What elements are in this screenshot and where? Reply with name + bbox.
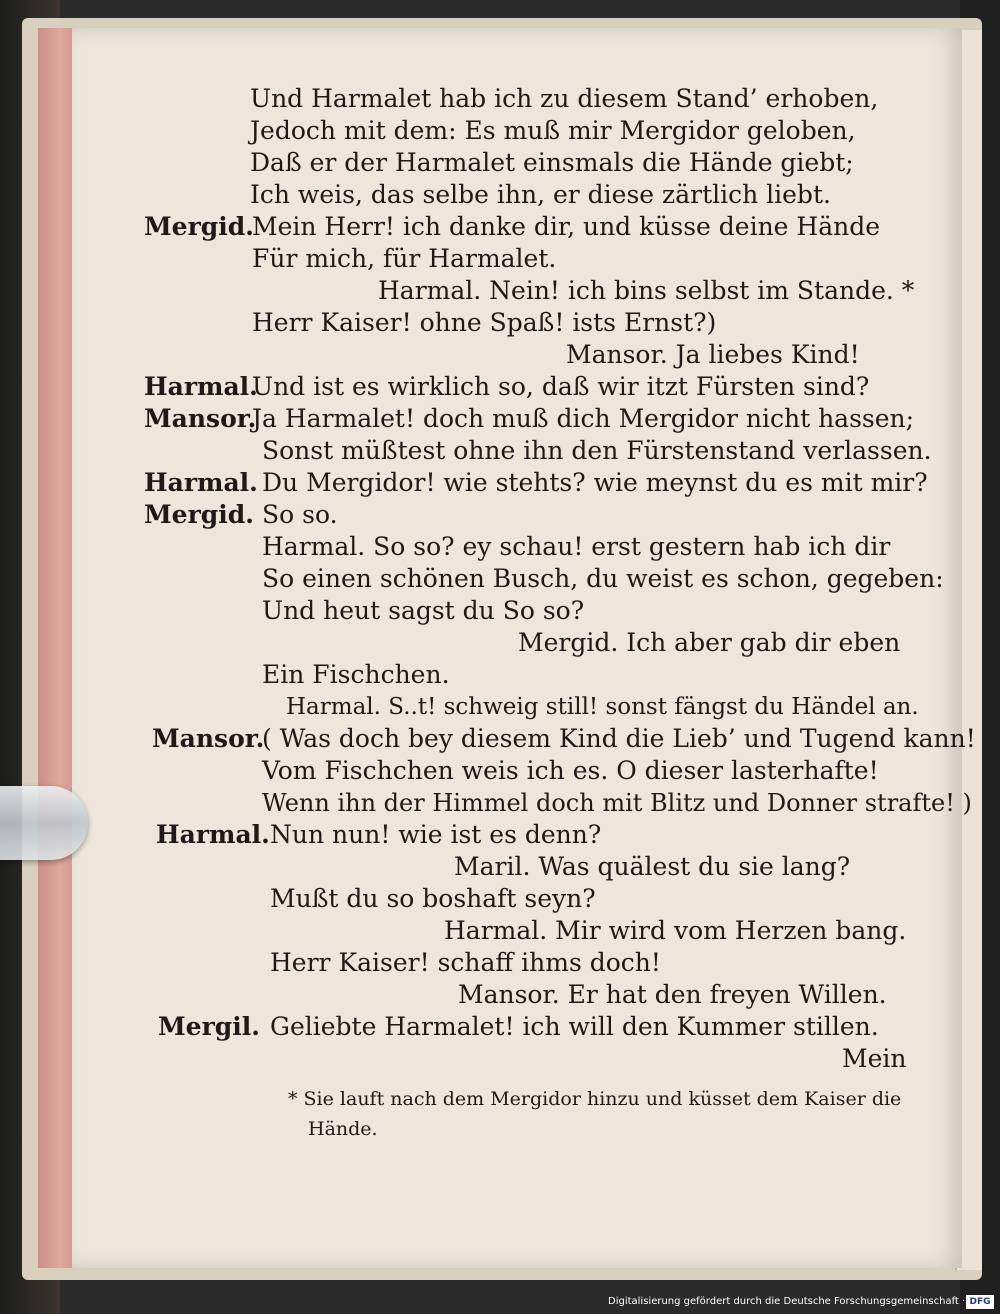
verse-line: Sonst müßtest ohne ihn den Fürstenstand verlassen. — [262, 436, 932, 465]
speaker-label: Mergid. — [144, 500, 254, 529]
verse-line: Wenn ihn der Himmel doch mit Blitz und Donner strafte! ) — [262, 789, 972, 817]
catchword: Mein — [842, 1044, 907, 1073]
page-edges — [38, 28, 74, 1268]
book-page — [72, 28, 976, 1268]
verse-line: Nun nun! wie ist es denn? — [270, 820, 602, 849]
verse-line: Und ist es wirklich so, daß wir itzt Fürsten sind? — [252, 372, 870, 401]
verse-line: Herr Kaiser! schaff ihms doch! — [270, 948, 661, 977]
speaker-label: Mansor. — [144, 404, 257, 433]
speaker-label: Harmal. — [156, 820, 270, 849]
verse-line: Mansor. Er hat den freyen Willen. — [458, 980, 887, 1009]
verse-line: Maril. Was quälest du sie lang? — [454, 852, 851, 881]
digitization-credit: Digitalisierung gefördert durch die Deutsche Forschungsgemeinschaft · — [608, 1296, 966, 1307]
verse-line: Mergid. Ich aber gab dir eben — [518, 628, 901, 657]
verse-line: Harmal. S..t! schweig still! sonst fängst du Händel an. — [286, 694, 919, 720]
page-clip — [0, 786, 88, 860]
verse-line: Ja Harmalet! doch muß dich Mergidor nicht hassen; — [252, 404, 915, 433]
speaker-label: Mergil. — [158, 1012, 260, 1041]
speaker-label: Mansor. — [152, 724, 265, 753]
verse-line: Für mich, für Harmalet. — [252, 244, 557, 273]
verse-line: Du Mergidor! wie stehts? wie meynst du es mit mir? — [262, 468, 928, 497]
verse-line: Herr Kaiser! ohne Spaß! ists Ernst?) — [252, 308, 717, 337]
verse-line: Mein Herr! ich danke dir, und küsse deine Hände — [252, 212, 881, 241]
verse-line: Harmal. Nein! ich bins selbst im Stande. * — [378, 276, 915, 305]
footnote-line: Hände. — [308, 1118, 378, 1140]
verse-line: Jedoch mit dem: Es muß mir Mergidor geloben, — [250, 116, 856, 145]
verse-line: Vom Fischchen weis ich es. O dieser lasterhafte! — [262, 756, 879, 785]
verse-line: So so. — [262, 500, 338, 529]
verse-line: Und Harmalet hab ich zu diesem Stand’ erhoben, — [250, 84, 879, 113]
verse-line: Mußt du so boshaft seyn? — [270, 884, 596, 913]
verse-line: Harmal. Mir wird vom Herzen bang. — [444, 916, 907, 945]
dfg-logo: DFG — [966, 1295, 994, 1309]
verse-line: ( Was doch bey diesem Kind die Lieb’ und Tugend kann! — [262, 724, 976, 753]
speaker-label: Harmal. — [144, 372, 258, 401]
verse-line: Ein Fischchen. — [262, 660, 450, 689]
verse-line: Daß er der Harmalet einsmals die Hände giebt; — [250, 148, 854, 177]
verse-line: Harmal. So so? ey schau! erst gestern hab ich dir — [262, 532, 891, 561]
verse-line: Und heut sagst du So so? — [262, 596, 585, 625]
speaker-label: Harmal. — [144, 468, 258, 497]
footnote-line: * Sie lauft nach dem Mergidor hinzu und küsset dem Kaiser die — [288, 1088, 902, 1110]
verse-line: So einen schönen Busch, du weist es schon, gegeben: — [262, 564, 944, 593]
verse-line: Mansor. Ja liebes Kind! — [566, 340, 860, 369]
verse-line: Geliebte Harmalet! ich will den Kummer stillen. — [270, 1012, 879, 1041]
verse-line: Ich weis, das selbe ihn, er diese zärtlich liebt. — [250, 180, 831, 209]
speaker-label: Mergid. — [144, 212, 254, 241]
